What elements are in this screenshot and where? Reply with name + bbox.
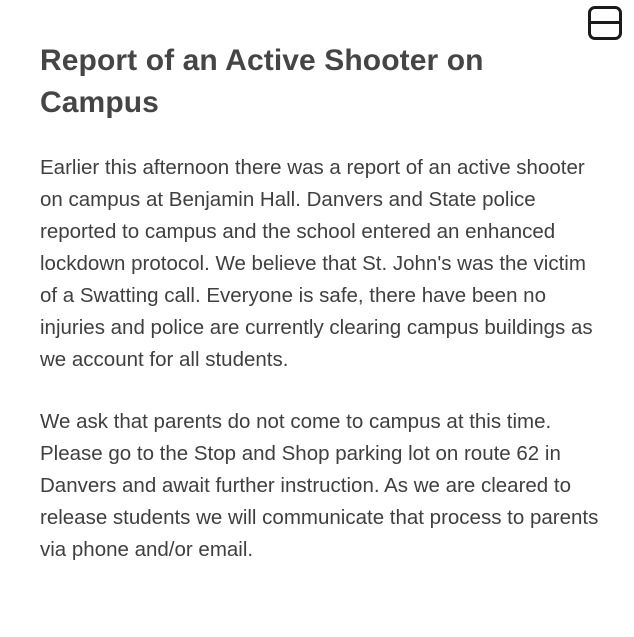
alert-paragraph-1: Earlier this afternoon there was a report of an active shooter on campus at Benjamin Hall. Danvers and State police reported to campus and the school entered an enhanced lockdown protocol. We believe that St. John's was the victim of a Swatting call. Everyone is safe, there have been no injuries and police are currently clearing campus buildings as we account for all students.: [40, 156, 593, 371]
alert-panel: [40, 40, 600, 596]
panel-toggle-icon[interactable]: [588, 6, 622, 40]
alert-body: [40, 152, 600, 566]
panel-toggle-divider: [591, 21, 619, 24]
alert-paragraph-2: We ask that parents do not come to campus at this time. Please go to the Stop and Shop parking lot on route 62 in Danvers and await further instruction. As we are cleared to release students we will communicate that process to parents via phone and/or email.: [40, 410, 599, 561]
alert-title: Report of an Active Shooter on Campus: [40, 44, 484, 119]
